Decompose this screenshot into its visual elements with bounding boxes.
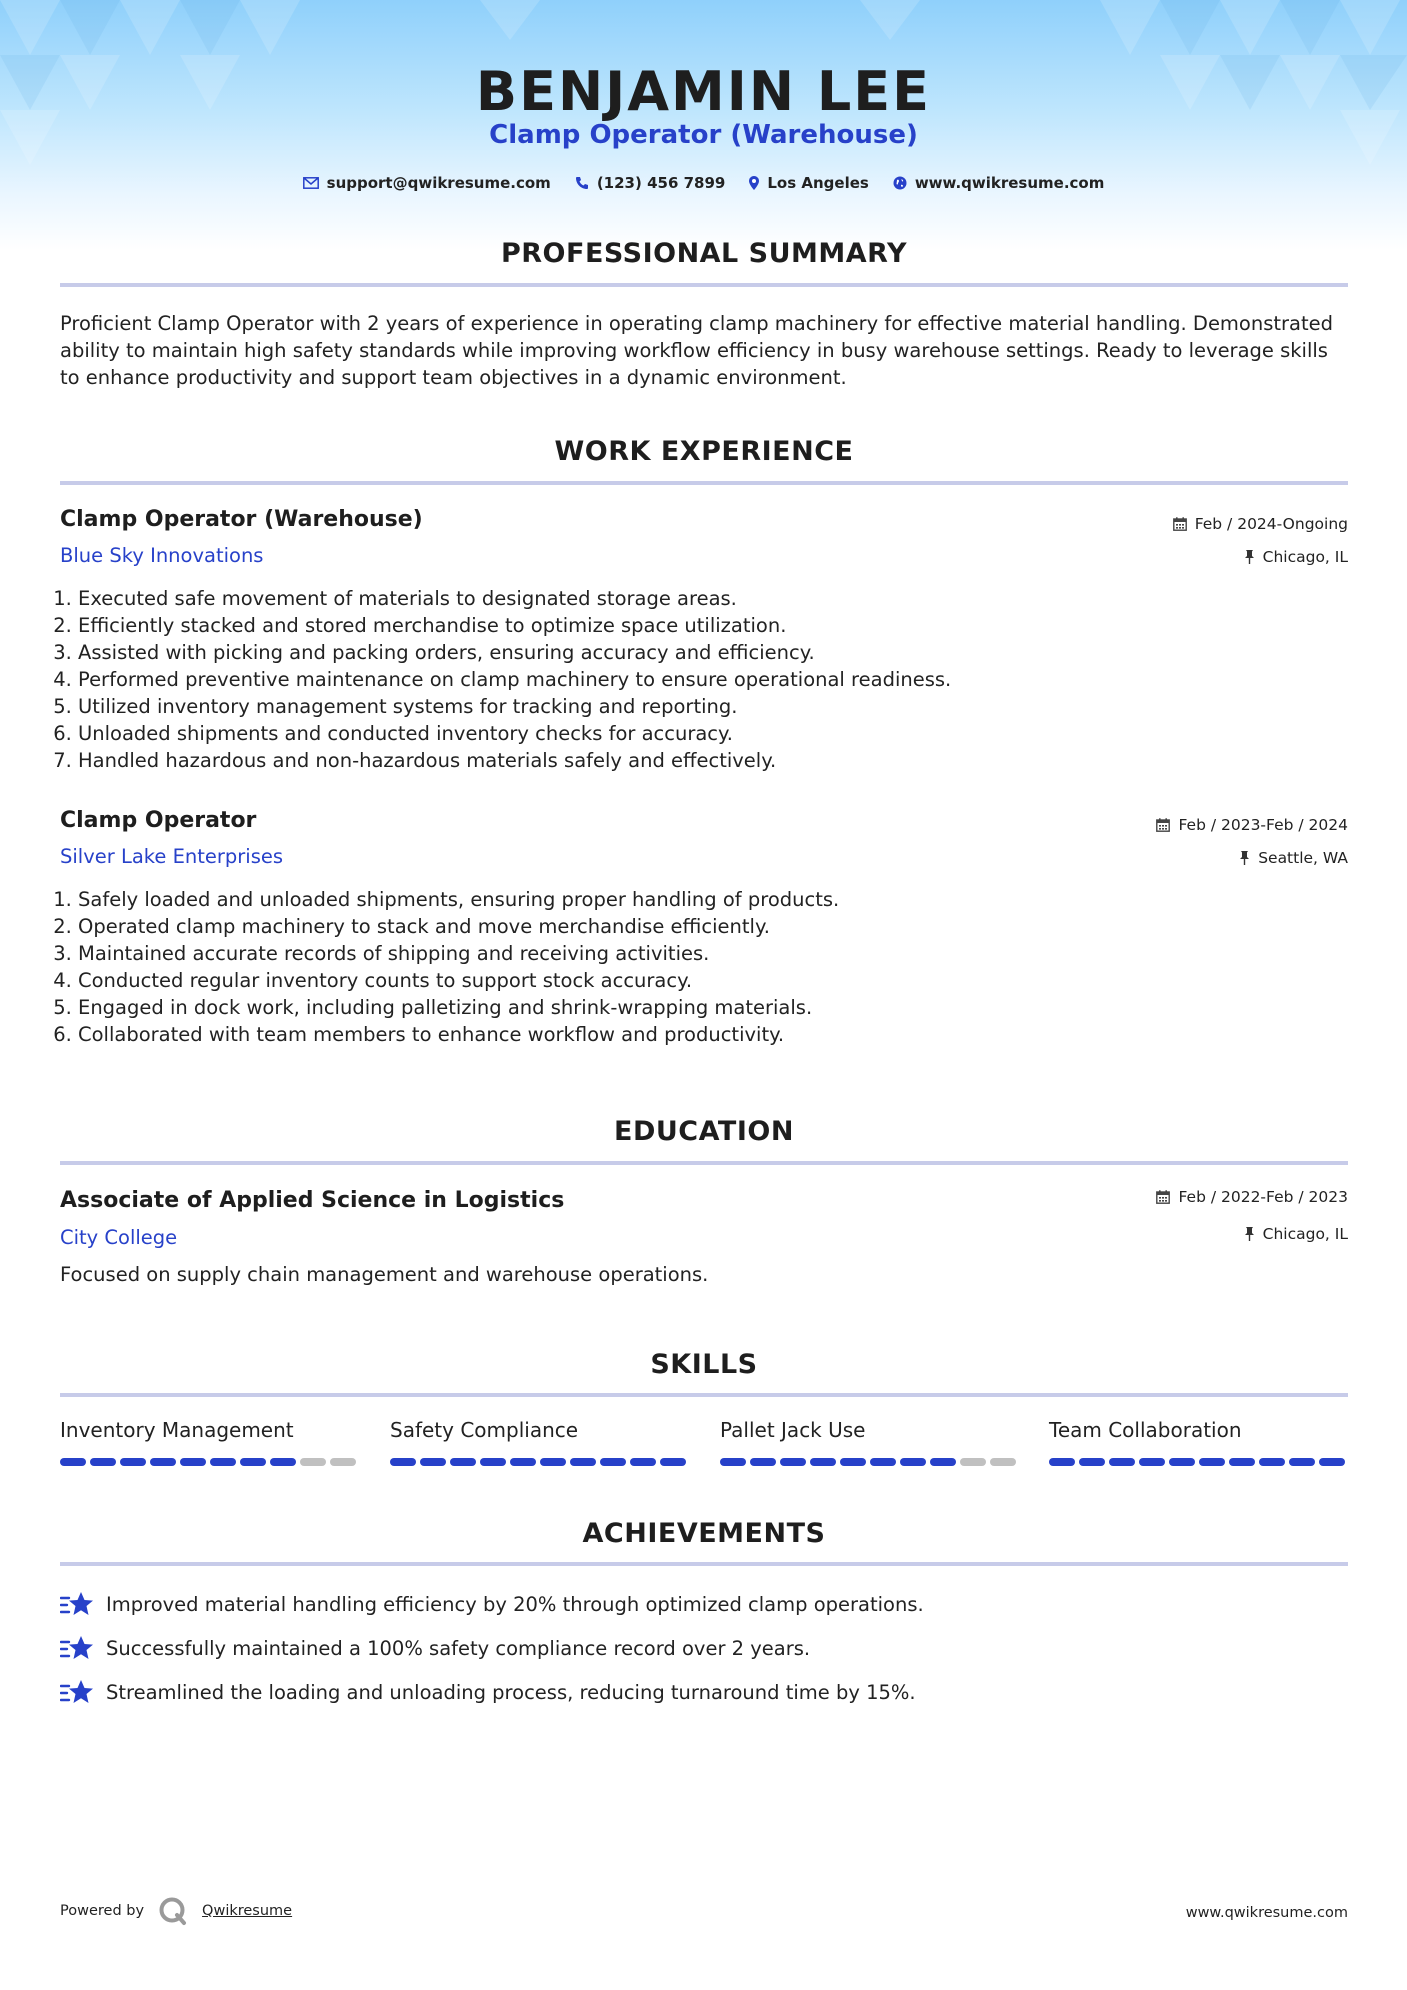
education-dates: [1156, 1188, 1348, 1206]
achievement-item: [60, 1590, 924, 1618]
calendar-icon: [1156, 818, 1170, 832]
list-item: 2. Efficiently stacked and stored merchandise to optimize space utilization.: [78, 612, 951, 639]
summary-text: Proficient Clamp Operator with 2 years of experience in operating clamp machinery for effective material handling. Demonstrated ability to maintain high safety standards while improving workflow efficiency in busy warehouse settings. Ready to leverage skills to enhance productivity and support team objectives in a dynamic environment.: [60, 312, 1334, 389]
qwikresume-logo-icon: [158, 1896, 188, 1926]
globe-icon: [893, 176, 907, 190]
skill-segment-filled: [840, 1458, 866, 1466]
job-location-text: Seattle, WA: [1258, 849, 1348, 867]
school-name: City College: [60, 1226, 178, 1249]
skill-name: Pallet Jack Use: [720, 1418, 866, 1442]
pushpin-icon: [1244, 1227, 1255, 1241]
map-marker-icon: [749, 176, 759, 190]
contact-phone[interactable]: [575, 174, 726, 192]
skill-segment-filled: [270, 1458, 296, 1466]
education-divider: [60, 1161, 1348, 1165]
contact-bar: [0, 174, 1407, 192]
skills-heading: SKILLS: [650, 1349, 758, 1380]
job-dates-text: Feb / 2024-Ongoing: [1194, 515, 1348, 533]
pushpin-icon: [1244, 550, 1255, 564]
contact-email[interactable]: [303, 174, 551, 192]
skill-segment-filled: [660, 1458, 686, 1466]
achievements-heading: ACHIEVEMENTS: [582, 1518, 826, 1549]
list-item: 5. Engaged in dock work, including palletizing and shrink-wrapping materials.: [78, 994, 839, 1021]
job-title: Clamp Operator (Warehouse): [60, 507, 423, 532]
job-location: [1239, 849, 1348, 867]
skill-segment-filled: [1079, 1458, 1105, 1466]
skill-segment-filled: [780, 1458, 806, 1466]
skill-segment-filled: [240, 1458, 266, 1466]
shooting-star-icon: [60, 1678, 94, 1706]
education-description: Focused on supply chain management and warehouse operations.: [60, 1263, 709, 1286]
skill-segment-filled: [120, 1458, 146, 1466]
skill-segment-filled: [810, 1458, 836, 1466]
education-dates-text: Feb / 2022-Feb / 2023: [1178, 1188, 1348, 1206]
skill-segment-filled: [1139, 1458, 1165, 1466]
company-name: Silver Lake Enterprises: [60, 845, 284, 868]
skill-item: [1049, 1418, 1349, 1442]
job-responsibilities: [56, 585, 951, 774]
skill-segment-filled: [1049, 1458, 1075, 1466]
job-location-text: Chicago, IL: [1262, 548, 1348, 566]
contact-website-text: www.qwikresume.com: [914, 174, 1105, 192]
skill-level-bar: [1049, 1458, 1345, 1466]
job-responsibilities: [56, 886, 839, 1048]
skill-segment-filled: [210, 1458, 236, 1466]
skill-segment-filled: [600, 1458, 626, 1466]
envelope-icon: [303, 177, 319, 189]
shooting-star-icon: [60, 1590, 94, 1618]
calendar-icon: [1156, 1190, 1170, 1204]
education-location: [1244, 1225, 1348, 1243]
footer-website[interactable]: www.qwikresume.com: [1185, 1905, 1348, 1921]
list-item: 3. Maintained accurate records of shipping and receiving activities.: [78, 940, 839, 967]
job-dates: [1156, 816, 1348, 834]
experience-heading: WORK EXPERIENCE: [554, 436, 854, 467]
achievement-item: [60, 1678, 916, 1706]
skill-item: [390, 1418, 690, 1442]
pushpin-icon: [1239, 851, 1250, 865]
skills-divider: [60, 1393, 1348, 1397]
summary-divider: [60, 283, 1348, 287]
achievement-item: [60, 1634, 810, 1662]
skill-segment-filled: [1169, 1458, 1195, 1466]
qwikresume-link[interactable]: Qwikresume: [202, 1903, 293, 1919]
skill-segment-empty: [300, 1458, 326, 1466]
skill-segment-filled: [900, 1458, 926, 1466]
skill-segment-filled: [150, 1458, 176, 1466]
job-location: [1244, 548, 1348, 566]
skill-segment-filled: [1229, 1458, 1255, 1466]
contact-location-text: Los Angeles: [767, 174, 869, 192]
list-item: 1. Executed safe movement of materials to designated storage areas.: [78, 585, 951, 612]
skill-level-bar: [60, 1458, 356, 1466]
skill-segment-filled: [450, 1458, 476, 1466]
candidate-name: BENJAMIN LEE: [475, 60, 932, 123]
skill-segment-filled: [180, 1458, 206, 1466]
contact-email-text: support@qwikresume.com: [326, 174, 551, 192]
list-item: 2. Operated clamp machinery to stack and move merchandise efficiently.: [78, 913, 839, 940]
skill-segment-filled: [390, 1458, 416, 1466]
skill-segment-filled: [870, 1458, 896, 1466]
skill-segment-filled: [1199, 1458, 1225, 1466]
skill-item: [60, 1418, 360, 1442]
shooting-star-icon: [60, 1634, 94, 1662]
achievement-text: Streamlined the loading and unloading process, reducing turnaround time by 15%.: [106, 1680, 916, 1704]
skill-name: Team Collaboration: [1049, 1418, 1242, 1442]
list-item: 7. Handled hazardous and non-hazardous materials safely and effectively.: [78, 747, 951, 774]
list-item: 5. Utilized inventory management systems for tracking and reporting.: [78, 693, 951, 720]
job-dates: [1173, 515, 1348, 533]
company-name: Blue Sky Innovations: [60, 544, 264, 567]
skill-segment-empty: [330, 1458, 356, 1466]
skill-segment-filled: [570, 1458, 596, 1466]
list-item: 3. Assisted with picking and packing orders, ensuring accuracy and efficiency.: [78, 639, 951, 666]
skill-segment-filled: [510, 1458, 536, 1466]
contact-location: [749, 174, 868, 192]
education-location-text: Chicago, IL: [1262, 1225, 1348, 1243]
skill-segment-filled: [1109, 1458, 1135, 1466]
list-item: 6. Unloaded shipments and conducted inventory checks for accuracy.: [78, 720, 951, 747]
achievements-divider: [60, 1562, 1348, 1566]
skill-segment-filled: [630, 1458, 656, 1466]
skill-segment-filled: [750, 1458, 776, 1466]
job-dates-text: Feb / 2023-Feb / 2024: [1178, 816, 1348, 834]
skill-name: Inventory Management: [60, 1418, 294, 1442]
list-item: 1. Safely loaded and unloaded shipments, ensuring proper handling of products.: [78, 886, 839, 913]
skill-level-bar: [390, 1458, 686, 1466]
skill-segment-filled: [90, 1458, 116, 1466]
skill-segment-filled: [720, 1458, 746, 1466]
skill-item: [720, 1418, 1020, 1442]
skill-segment-filled: [540, 1458, 566, 1466]
skill-level-bar: [720, 1458, 1016, 1466]
calendar-icon: [1173, 517, 1187, 531]
summary-heading: PROFESSIONAL SUMMARY: [500, 238, 908, 269]
candidate-role: Clamp Operator (Warehouse): [489, 120, 918, 150]
skill-segment-filled: [1259, 1458, 1285, 1466]
skill-segment-filled: [930, 1458, 956, 1466]
contact-website[interactable]: [893, 174, 1105, 192]
skill-segment-filled: [420, 1458, 446, 1466]
powered-by-label: Powered by: [60, 1903, 145, 1919]
skill-segment-filled: [480, 1458, 506, 1466]
degree-title: Associate of Applied Science in Logistics: [60, 1188, 565, 1213]
footer-powered-by: [60, 1896, 292, 1926]
skill-segment-empty: [960, 1458, 986, 1466]
list-item: 4. Conducted regular inventory counts to support stock accuracy.: [78, 967, 839, 994]
contact-phone-text: (123) 456 7899: [596, 174, 726, 192]
achievement-text: Successfully maintained a 100% safety compliance record over 2 years.: [106, 1636, 811, 1660]
skill-segment-empty: [990, 1458, 1016, 1466]
list-item: 4. Performed preventive maintenance on clamp machinery to ensure operational readiness.: [78, 666, 951, 693]
education-heading: EDUCATION: [614, 1116, 794, 1147]
achievement-text: Improved material handling efficiency by 20% through optimized clamp operations.: [106, 1592, 924, 1616]
skill-segment-filled: [1289, 1458, 1315, 1466]
skill-name: Safety Compliance: [390, 1418, 579, 1442]
list-item: 6. Collaborated with team members to enhance workflow and productivity.: [78, 1021, 839, 1048]
job-title: Clamp Operator: [60, 808, 257, 833]
skill-segment-filled: [60, 1458, 86, 1466]
phone-icon: [575, 176, 589, 190]
skill-segment-filled: [1319, 1458, 1345, 1466]
experience-divider: [60, 481, 1348, 485]
